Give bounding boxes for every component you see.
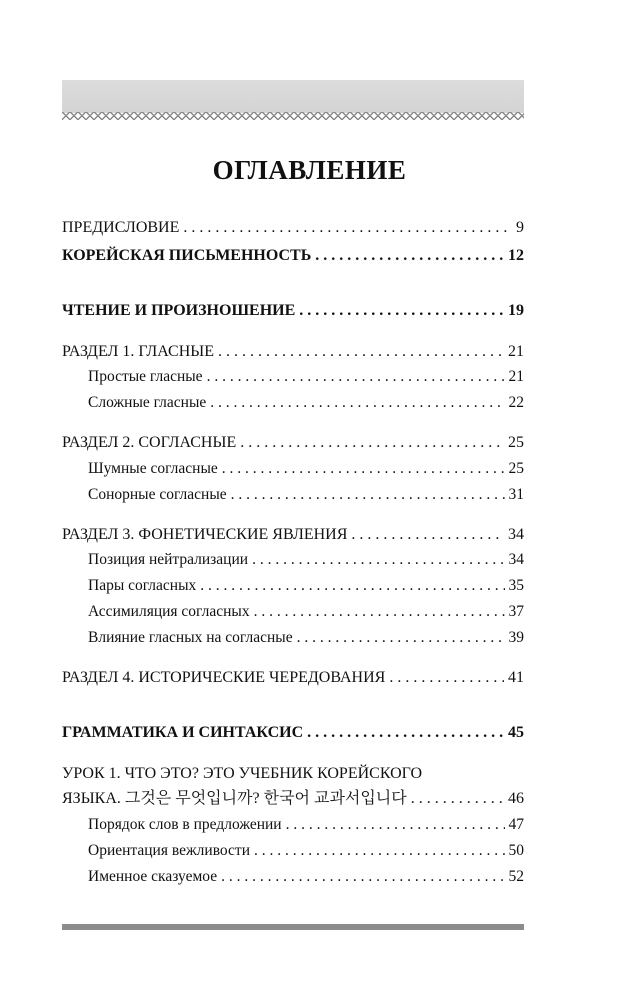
dot-leader [254, 602, 505, 622]
toc-entry-label: Ассимиляция согласных [88, 603, 250, 620]
dot-leader [218, 342, 504, 362]
dot-leader [315, 246, 504, 266]
toc-entry-korean-writing[interactable] [62, 246, 524, 266]
toc-entry-page: 21 [508, 368, 524, 385]
toc-entry-label: РАЗДЕЛ 3. ФОНЕТИЧЕСКИЕ ЯВЛЕНИЯ [62, 526, 348, 543]
toc-entry-page: 52 [508, 868, 524, 885]
dot-leader [222, 459, 505, 479]
footer-bar [62, 924, 524, 930]
toc-entry-preface[interactable] [62, 218, 524, 238]
toc-entry-assimilation[interactable] [88, 602, 524, 622]
dot-leader [254, 841, 505, 861]
toc-entry-page: 31 [508, 486, 524, 503]
toc-entry-label: ЧТЕНИЕ И ПРОИЗНОШЕНИЕ [62, 302, 296, 319]
toc-entry-page: 50 [508, 842, 524, 859]
toc-entry-label: Сонорные согласные [88, 486, 227, 503]
toc-entry-label: РАЗДЕЛ 2. СОГЛАСНЫЕ [62, 434, 237, 451]
dot-leader [221, 867, 504, 887]
toc-entry-consonant-pairs[interactable] [88, 576, 524, 596]
toc-entry-complex-vowels[interactable] [88, 393, 524, 413]
toc-entry-grammar-syntax[interactable] [62, 723, 524, 743]
toc-entry-section-2[interactable] [62, 433, 524, 453]
toc-entry-page: 35 [508, 577, 524, 594]
toc-entry-page: 25 [508, 460, 524, 477]
toc-entry-label: РАЗДЕЛ 1. ГЛАСНЫЕ [62, 343, 214, 360]
dot-leader [200, 576, 504, 596]
dot-leader [240, 433, 504, 453]
dot-leader [207, 367, 505, 387]
toc-entry-page: 39 [508, 629, 524, 646]
toc-entry-section-1[interactable] [62, 342, 524, 362]
toc-entry-politeness[interactable] [88, 841, 524, 861]
toc-entry-label: Сложные гласные [88, 394, 207, 411]
header-band [62, 80, 524, 113]
toc-entry-sonorant-consonants[interactable] [88, 485, 524, 505]
toc-entry-page: 34 [508, 551, 524, 568]
page-title: ОГЛАВЛЕНИЕ [212, 155, 407, 185]
dot-leader [252, 550, 504, 570]
header-ornament-border [62, 112, 524, 120]
toc-entry-neutralization[interactable] [88, 550, 524, 570]
toc-entry-page: 9 [516, 219, 524, 236]
toc-entry-label: Ориентация вежливости [88, 842, 250, 859]
toc-entry-section-4[interactable] [62, 668, 524, 688]
toc-entry-label: Шумные согласные [88, 460, 218, 477]
toc-entry-page: 12 [508, 247, 524, 264]
toc-entry-label: Именное сказуемое [88, 868, 218, 885]
toc-entry-section-3[interactable] [62, 525, 524, 545]
dot-leader [307, 723, 504, 743]
dot-leader [411, 789, 504, 809]
toc-entry-noisy-consonants[interactable] [88, 459, 524, 479]
dot-leader [231, 485, 505, 505]
toc-entry-label: ГРАММАТИКА И СИНТАКСИС [62, 724, 304, 741]
toc-entry-vowel-influence[interactable] [88, 628, 524, 648]
dot-leader [389, 668, 504, 688]
toc-entry-lesson-1[interactable] [62, 789, 524, 809]
toc-entry-nominal-predicate[interactable] [88, 867, 524, 887]
toc-entry-reading-pronunciation[interactable] [62, 301, 524, 321]
toc-entry-label: РАЗДЕЛ 4. ИСТОРИЧЕСКИЕ ЧЕРЕДОВАНИЯ [62, 669, 386, 686]
toc-entry-label: Пары согласных [88, 577, 197, 594]
toc-entry-page: 22 [508, 394, 524, 411]
toc-entry-page: 34 [508, 526, 524, 543]
toc-entry-page: 25 [508, 434, 524, 451]
toc-entry-page: 45 [508, 724, 524, 741]
dot-leader [299, 301, 504, 321]
toc-entry-page: 41 [508, 669, 524, 686]
toc-entry-label: Порядок слов в предложении [88, 816, 282, 833]
toc-entry-word-order[interactable] [88, 815, 524, 835]
toc-entry-label: Простые гласные [88, 368, 203, 385]
toc-entry-page: 21 [508, 343, 524, 360]
dot-leader [183, 218, 512, 238]
toc-entry-label: ЯЗЫКА. 그것은 무엇입니까? 한국어 교과서입니다 [62, 790, 407, 807]
toc-entry-label: Влияние гласных на согласные [88, 629, 293, 646]
dot-leader [210, 393, 504, 413]
toc-entry-label: ПРЕДИСЛОВИЕ [62, 219, 180, 236]
dot-leader [286, 815, 505, 835]
toc-entry-page: 47 [508, 816, 524, 833]
toc-entry-label: Позиция нейтрализации [88, 551, 249, 568]
toc-entry-page: 46 [508, 790, 524, 807]
dot-leader [351, 525, 504, 545]
toc-entry-page: 37 [508, 603, 524, 620]
toc-entry-simple-vowels[interactable] [88, 367, 524, 387]
toc-entry-label: КОРЕЙСКАЯ ПИСЬМЕННОСТЬ [62, 247, 312, 264]
toc-entry-page: 19 [508, 302, 524, 319]
dot-leader [297, 628, 505, 648]
toc-entry-lesson-1-line1[interactable]: УРОК 1. ЧТО ЭТО? ЭТО УЧЕБНИК КОРЕЙСКОГО [62, 765, 423, 782]
